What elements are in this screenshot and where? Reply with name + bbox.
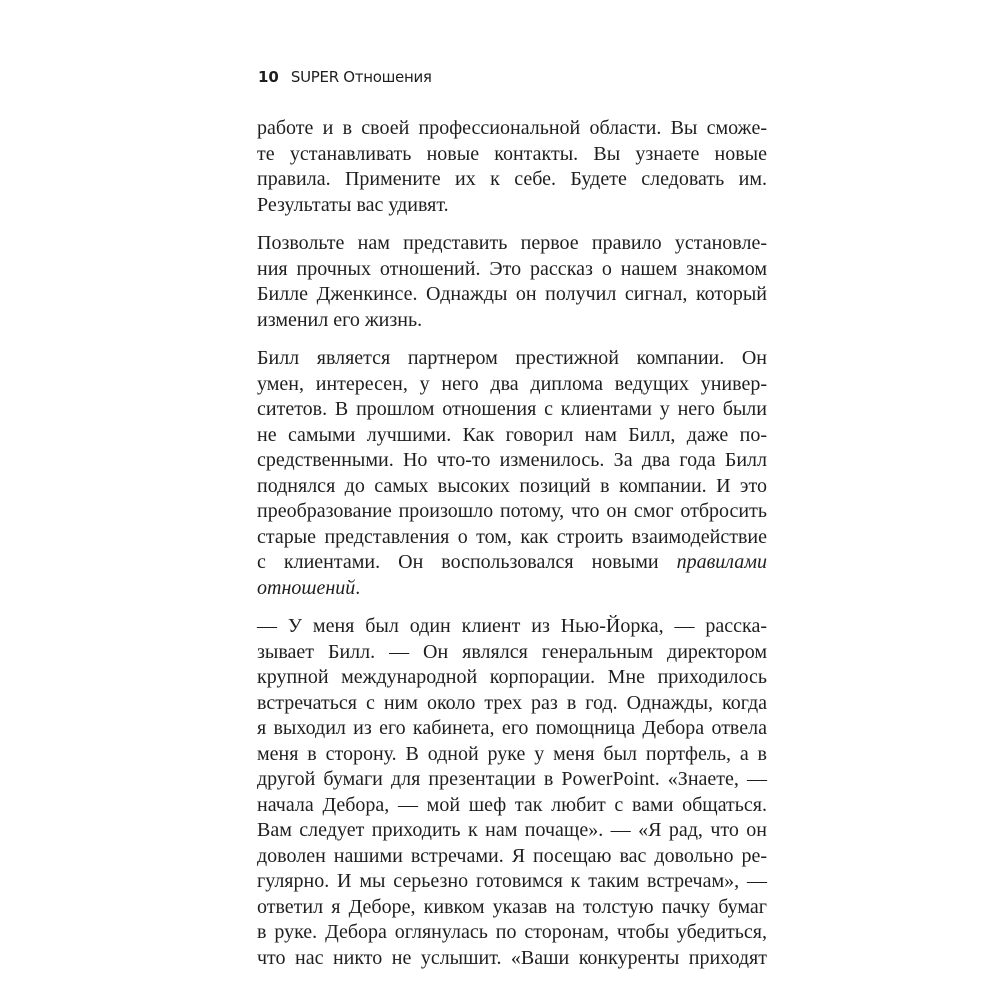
- text-segment: .: [355, 576, 361, 599]
- paragraph: [257, 614, 767, 971]
- text-line: ния прочных отношений. Это рассказ о нашем знакомом: [257, 257, 767, 280]
- italic-text: правилами: [676, 551, 767, 573]
- text-line: ответил я Деборе, кивком указав на толстую пачку бумаг: [257, 895, 767, 918]
- text-line: Результаты вас удивят.: [257, 193, 449, 216]
- text-line: те устанавливать новые контакты. Вы узнаете новые: [257, 142, 767, 165]
- page-number: 10: [258, 68, 279, 86]
- text-line: Позвольте нам представить первое правило установле-: [257, 232, 767, 254]
- text-line: умен, интересен, у него два диплома ведущих универ-: [257, 372, 767, 395]
- paragraph: [257, 116, 767, 218]
- text-line: изменил его жизнь.: [257, 308, 423, 331]
- running-title: SUPER Отношения: [290, 68, 432, 86]
- text-line: работе и в своей профессиональной области. Вы сможe-: [257, 117, 767, 139]
- text-line: [257, 550, 767, 576]
- text-line: преобразование произошло потому, что он смог отбросить: [257, 500, 767, 522]
- text-line: [257, 576, 767, 602]
- text-line: старые представления о том, как строить взаимодействие: [257, 525, 767, 548]
- text-line: в руке. Дебора оглянулась по сторонам, чтобы убедиться,: [257, 921, 767, 943]
- text-line: доволен нашими встречами. Я посещаю вас довольно ре-: [257, 844, 767, 867]
- text-line: другой бумаги для презентации в PowerPoint. «Знаете, —: [257, 768, 767, 790]
- text-line: ситетов. В прошлом отношения с клиентами у него были: [257, 398, 767, 420]
- text-segment: с клиентами. Он воспользовался новыми: [257, 551, 677, 573]
- text-line: меня в сторону. В одной руке у меня был портфель, а в: [257, 742, 767, 765]
- text-line: — У меня был один клиент из Нью-Йорка, — расска-: [257, 615, 767, 637]
- text-line: зывает Билл. — Он являлся генеральным директором: [257, 640, 767, 663]
- text-line: Вам следует приходить к нам почаще». — «Я рад, что он: [257, 819, 767, 841]
- text-line: не самыми лучшими. Как говорил нам Билл, даже по-: [257, 423, 767, 446]
- text-line: Билле Дженкинсе. Однажды он получил сигнал, который: [257, 283, 767, 305]
- body-text: [257, 116, 767, 984]
- text-line: встречаться с ним около трех раз в год. Однажды, когда: [257, 691, 767, 714]
- italic-text: отношений: [257, 576, 356, 599]
- paragraph: [257, 346, 767, 601]
- text-line: гулярно. И мы серьезно готовимся к таким встречам», —: [257, 870, 767, 892]
- text-line: я выходил из его кабинета, его помощница Дебора отвела: [257, 717, 767, 739]
- text-line: Билл является партнером престижной компании. Он: [257, 347, 767, 369]
- running-header: [258, 68, 432, 86]
- text-line: средственными. Но что-то изменилось. За два года Билл: [257, 449, 767, 471]
- text-line: поднялся до самых высоких позиций в компании. И это: [257, 474, 767, 497]
- text-line: начала Дебора, — мой шеф так любит с вами общаться.: [257, 793, 767, 816]
- text-line: правила. Примените их к себе. Будете следовать им.: [257, 168, 767, 190]
- text-line: что нас никто не услышит. «Ваши конкуренты приходят: [257, 946, 767, 969]
- paragraph: [257, 231, 767, 333]
- text-line: крупной международной корпорации. Мне приходилось: [257, 666, 767, 688]
